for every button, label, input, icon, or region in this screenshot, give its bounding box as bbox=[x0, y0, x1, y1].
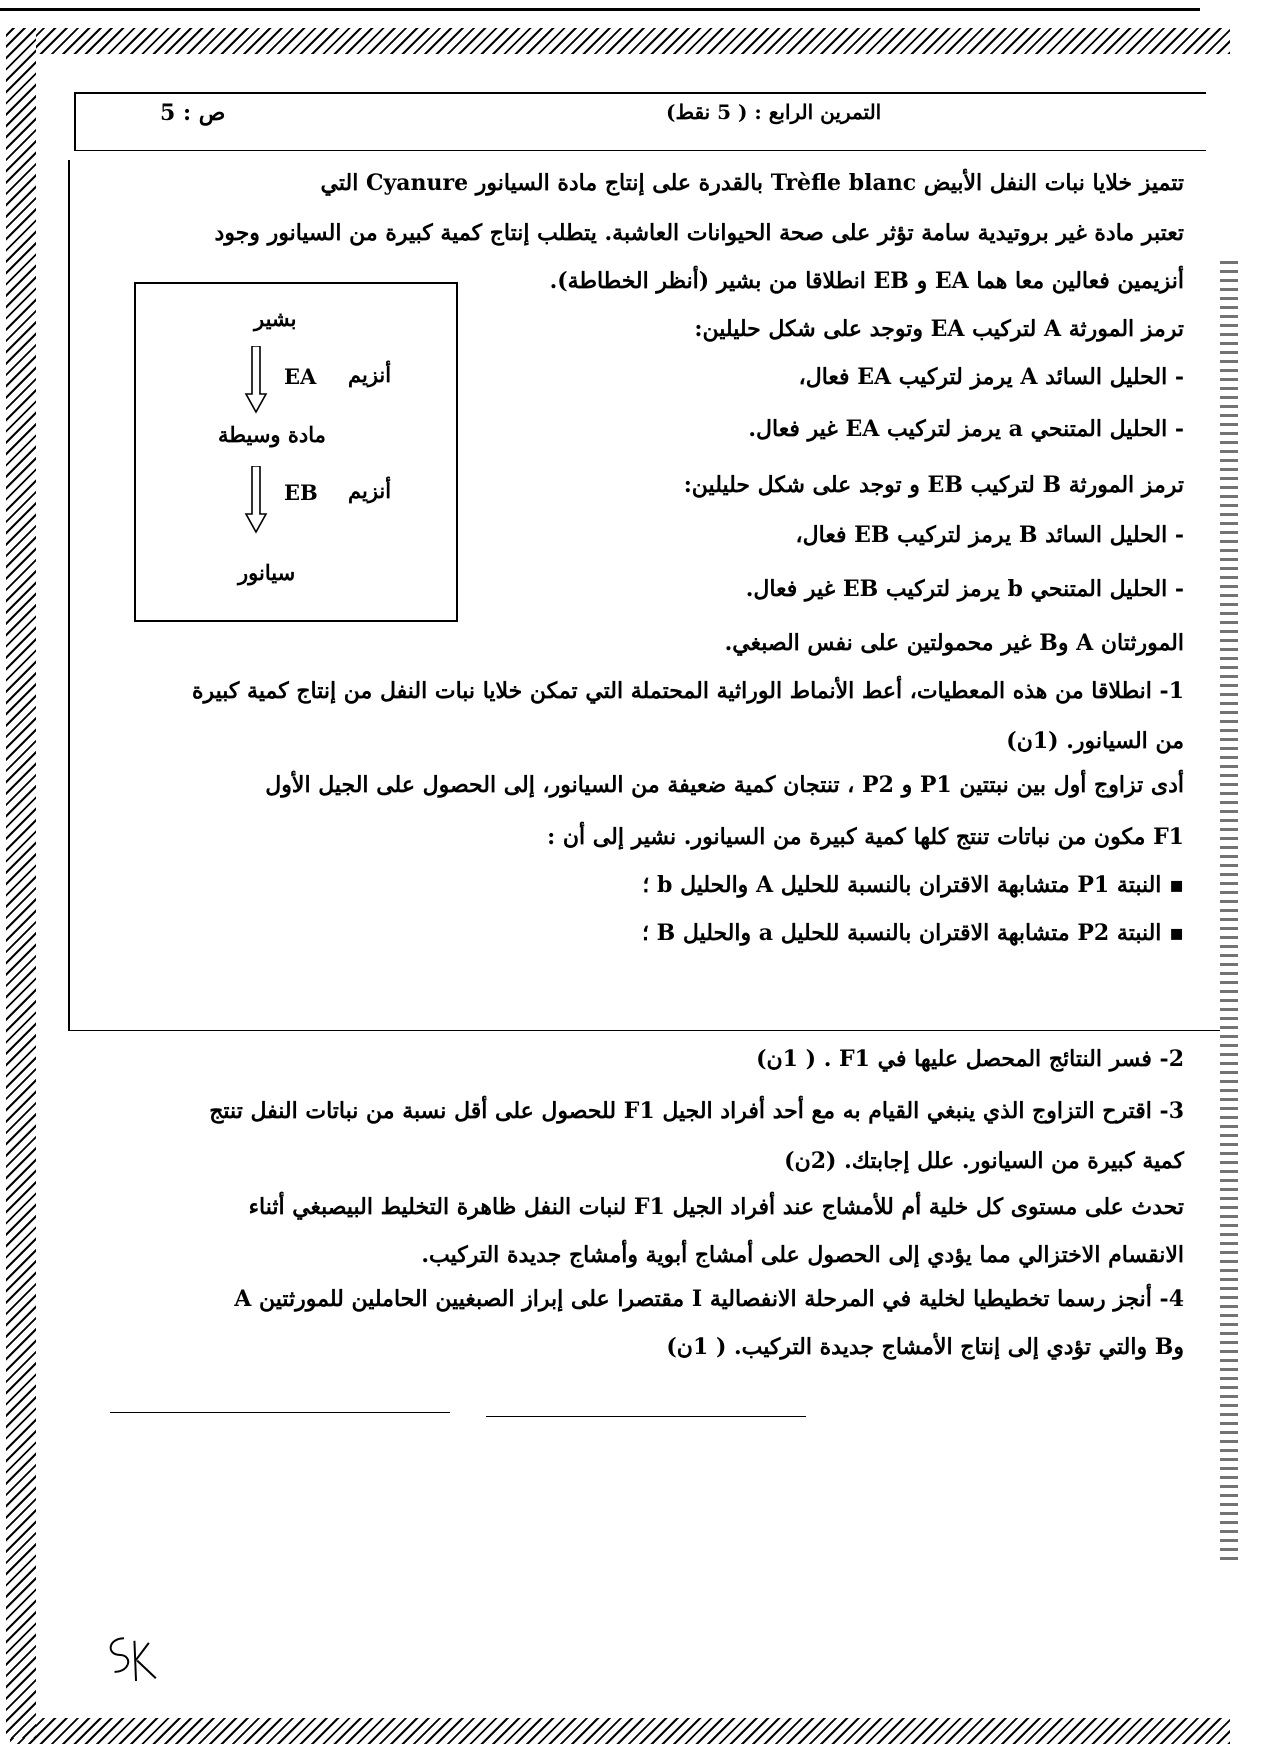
top-rule bbox=[0, 8, 1200, 11]
question-1: 1- انطلاقا من هذه المعطيات، أعط الأنماط الوراثية المحتملة التي تمكن خلايا نبات النفل من إنتاج كمية كبيرة bbox=[191, 678, 1184, 704]
enzyme-b-symbol: EB bbox=[284, 480, 318, 505]
para-line: ترمز المورثة B لتركيب EB و توجد على شكل حليلين: bbox=[683, 472, 1184, 498]
signature-mark bbox=[93, 1628, 161, 1696]
list-item: ▪ النبتة P1 متشابهة الاقتران بالنسبة للحليل A والحليل b ؛ bbox=[642, 872, 1184, 898]
diagram-end: سيانور bbox=[238, 560, 296, 585]
para-line: تتميز خلايا نبات النفل الأبيض Trèfle blanc بالقدرة على إنتاج مادة السيانور Cyanure التي bbox=[320, 170, 1184, 196]
para-line: F1 مكون من نباتات تنتج كلها كمية كبيرة من السيانور. نشير إلى أن : bbox=[547, 824, 1184, 850]
pathway-diagram bbox=[134, 282, 458, 622]
exercise-header bbox=[74, 92, 1206, 151]
para-line: وB والتي تؤدي إلى إنتاج الأمشاج جديدة التركيب. ( 1ن) bbox=[666, 1334, 1184, 1360]
left-border-pattern bbox=[6, 28, 36, 1738]
enzyme-b-label: أنزيم bbox=[348, 478, 392, 503]
list-item: - الحليل السائد A يرمز لتركيب EA فعال، bbox=[798, 364, 1184, 390]
para-line: المورثتان A وB غير محمولتين على نفس الصبغي. bbox=[724, 630, 1184, 656]
para-line: كمية كبيرة من السيانور. علل إجابتك. (2ن) bbox=[784, 1148, 1184, 1174]
diagram-intermediate: مادة وسيطة bbox=[218, 422, 326, 447]
exercise-title: التمرين الرابع : ( 5 نقط) bbox=[666, 100, 882, 124]
arrow-down-icon bbox=[244, 466, 268, 534]
arrow-down-icon bbox=[244, 346, 268, 414]
footer-rule-left bbox=[110, 1412, 450, 1413]
enzyme-a-label: أنزيم bbox=[348, 362, 392, 387]
para-line: أنزيمين فعالين معا هما EA و EB انطلاقا من بشير (أنظر الخطاطة). bbox=[549, 268, 1184, 294]
question-4: 4- أنجز رسما تخطيطيا لخلية في المرحلة الانفصالية I مقتصرا على إبراز الصبغيين الحاملين للمورثتين A bbox=[234, 1286, 1184, 1312]
handwritten-signature bbox=[93, 1628, 162, 1706]
para-line: الانقسام الاختزالي مما يؤدي إلى الحصول على أمشاج أبوية وأمشاج جديدة التركيب. bbox=[421, 1242, 1184, 1268]
list-item: - الحليل المتنحي a يرمز لتركيب EA غير فعال. bbox=[748, 416, 1184, 442]
section-divider bbox=[68, 1030, 1220, 1031]
para-line: تعتبر مادة غير بروتيدية سامة تؤثر على صحة الحيوانات العاشبة. يتطلب إنتاج كمية كبيرة من السيانور وجود bbox=[214, 220, 1184, 246]
diagram-start: بشير bbox=[254, 306, 297, 331]
page-number: ص : 5 bbox=[160, 100, 226, 126]
top-border-pattern bbox=[30, 28, 1230, 54]
para-line: أدى تزاوج أول بين نبتتين P1 و P2 ، تنتجان كمية ضعيفة من السيانور، إلى الحصول على الجيل الأول bbox=[265, 772, 1184, 798]
para-line: ترمز المورثة A لتركيب EA وتوجد على شكل حليلين: bbox=[694, 316, 1184, 342]
enzyme-a-symbol: EA bbox=[284, 364, 317, 389]
bottom-border-pattern bbox=[10, 1718, 1230, 1744]
footer-rule-right bbox=[486, 1416, 806, 1417]
left-margin-rule bbox=[68, 160, 70, 1030]
list-item: - الحليل المتنحي b يرمز لتركيب EB غير فعال. bbox=[745, 576, 1184, 602]
list-item: ▪ النبتة P2 متشابهة الاقتران بالنسبة للحليل a والحليل B ؛ bbox=[641, 920, 1184, 946]
para-line: من السيانور. (1ن) bbox=[1006, 728, 1184, 754]
question-2: 2- فسر النتائج المحصل عليها في F1 . ( 1ن) bbox=[756, 1046, 1184, 1072]
question-3: 3- اقترح التزاوج الذي ينبغي القيام به مع أحد أفراد الجيل F1 للحصول على أقل نسبة من نباتات النفل تنتج bbox=[209, 1098, 1184, 1124]
right-border-pattern bbox=[1220, 260, 1238, 1560]
list-item: - الحليل السائد B يرمز لتركيب EB فعال، bbox=[795, 522, 1184, 548]
para-line: تحدث على مستوى كل خلية أم للأمشاج عند أفراد الجيل F1 لنبات النفل ظاهرة التخليط البيصبغي أثناء bbox=[248, 1194, 1184, 1220]
